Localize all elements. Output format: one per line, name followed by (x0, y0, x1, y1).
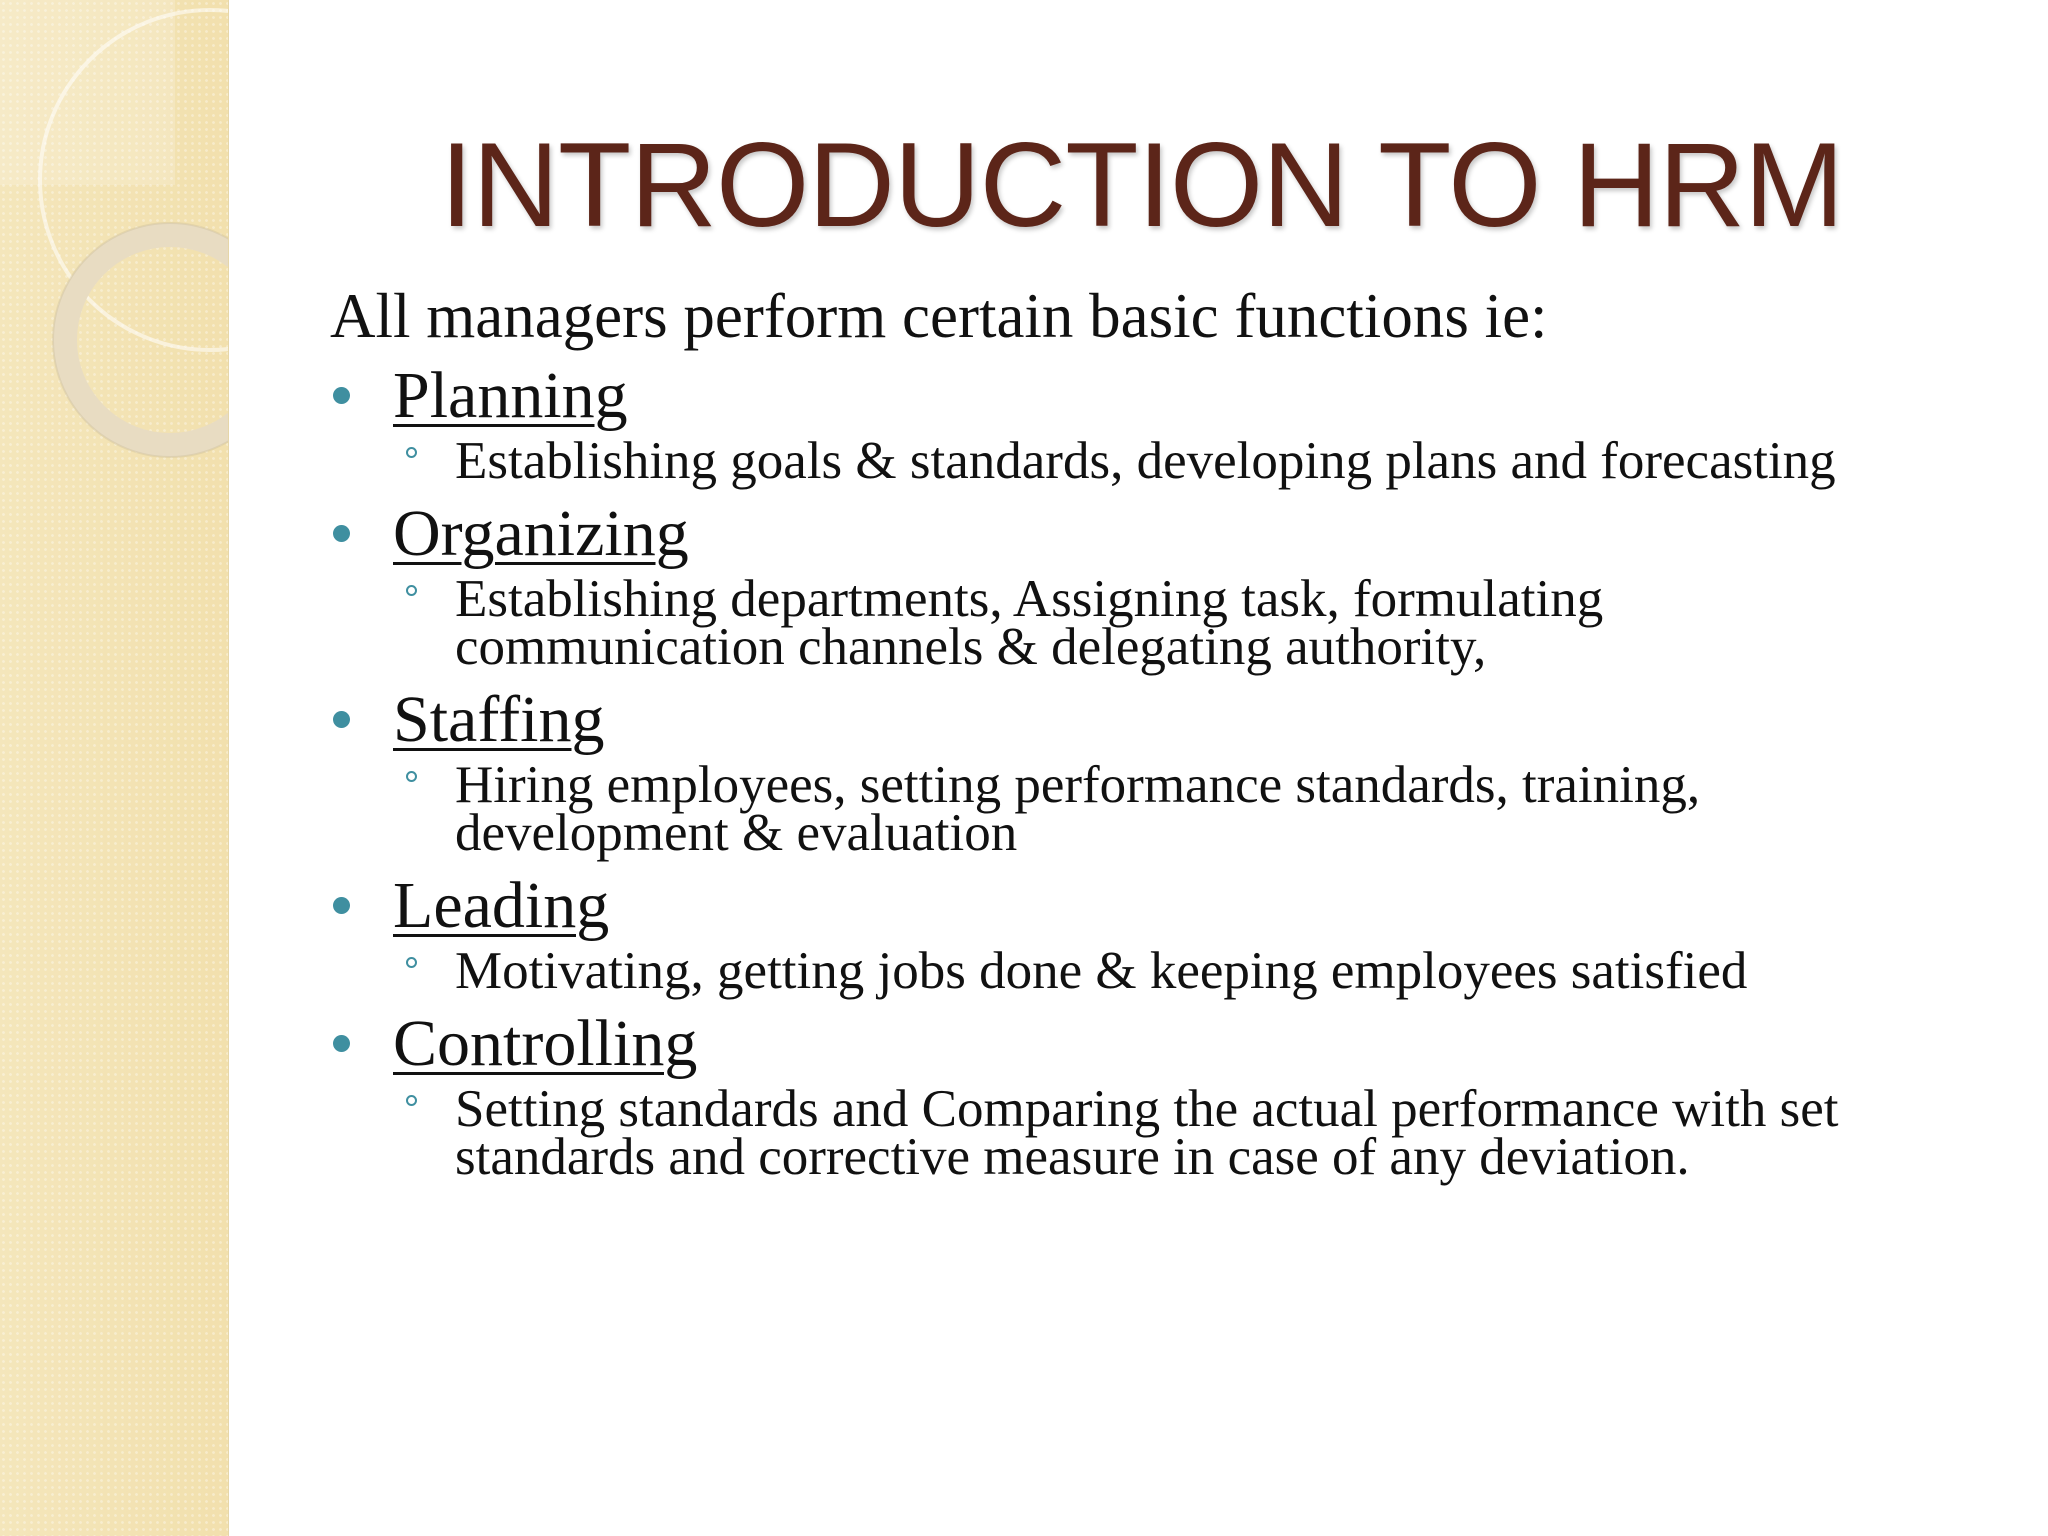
function-header (330, 865, 1910, 947)
function-description (330, 942, 1895, 1000)
bullet-dot-icon (333, 711, 350, 728)
function-header (330, 355, 1910, 437)
sub-bullet-circle-icon (406, 771, 417, 782)
function-description (330, 570, 1895, 676)
bullet-dot-icon (333, 387, 350, 404)
decorative-circles (0, 0, 228, 520)
slide-title: INTRODUCTION TO HRM (440, 118, 1844, 252)
function-item-planning (330, 355, 1910, 490)
function-header (330, 1003, 1910, 1085)
function-description-text: Setting standards and Comparing the actual performance with set standards and corrective measure in case of any deviation. (455, 1080, 1839, 1186)
function-name: Organizing (393, 497, 689, 570)
function-item-staffing (330, 679, 1910, 862)
sub-bullet-circle-icon (406, 447, 417, 458)
bullet-dot-icon (333, 897, 350, 914)
function-description (330, 756, 1895, 862)
bullet-dot-icon (333, 525, 350, 542)
functions-list (330, 355, 1910, 1189)
function-name: Staffing (393, 683, 605, 756)
function-header (330, 493, 1910, 575)
function-item-controlling (330, 1003, 1910, 1186)
function-name: Controlling (393, 1007, 698, 1080)
bullet-dot-icon (333, 1035, 350, 1052)
sub-bullet-circle-icon (406, 585, 417, 596)
function-description-text: Motivating, getting jobs done & keeping employees satisfied (455, 942, 1748, 1000)
sub-bullet-circle-icon (406, 957, 417, 968)
function-description (330, 1080, 1895, 1186)
function-name: Leading (393, 869, 610, 942)
function-header (330, 679, 1910, 761)
function-item-leading (330, 865, 1910, 1000)
function-name: Planning (393, 359, 628, 432)
intro-text: All managers perform certain basic functions ie: (330, 281, 1548, 351)
function-item-organizing (330, 493, 1910, 676)
decorative-sidebar (0, 0, 229, 1536)
function-description-text: Establishing departments, Assigning task, formulating communication channels & delegating authority, (455, 570, 1604, 676)
function-description (330, 432, 1895, 490)
function-description-text: Establishing goals & standards, developing plans and forecasting (455, 432, 1836, 490)
function-description-text: Hiring employees, setting performance standards, training, development & evaluation (455, 756, 1701, 862)
sub-bullet-circle-icon (406, 1095, 417, 1106)
